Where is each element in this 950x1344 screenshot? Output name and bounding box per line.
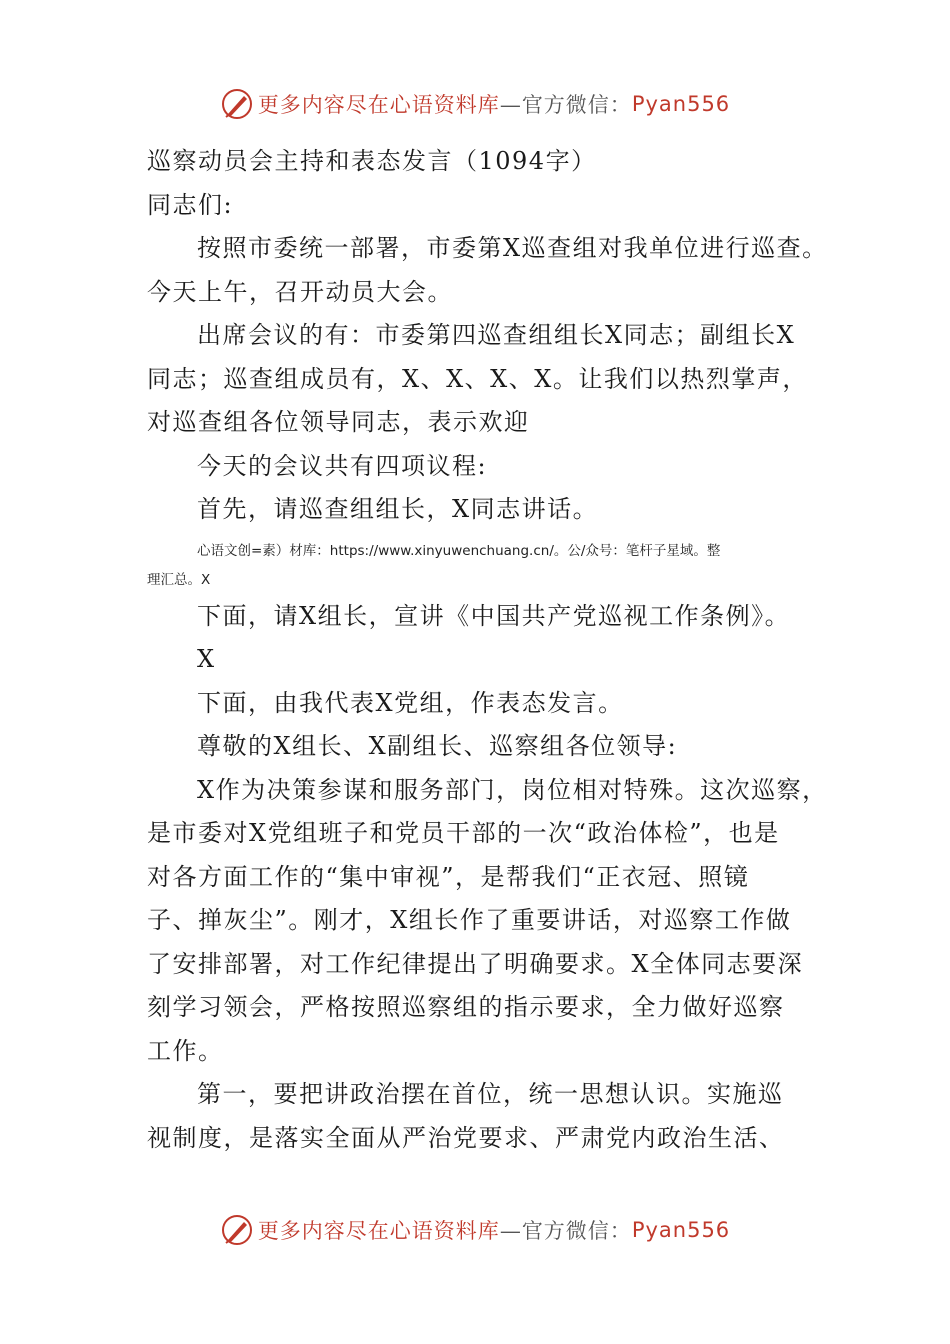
paragraph-line: 第一，要把讲政治摆在首位，统一思想认识。实施巡 [197,1080,784,1108]
paragraph-line: 了安排部署，对工作纪律提出了明确要求。X全体同志要深 [147,949,804,978]
paragraph-line: 今天的会议共有四项议程: [197,451,488,480]
paragraph-line: 同志；巡查组成员有，X、X、X、X。让我们以热烈掌声， [147,364,808,393]
footer-banner [0,1210,950,1250]
quill-logo-icon [220,87,254,121]
paragraph-line: 今天上午，召开动员大会。 [147,277,453,306]
banner-wechat-id: Pyan556 [631,92,731,116]
doc-title: 巡察动员会主持和表态发言（1094字） [147,147,597,175]
paragraph-line: 子、掸灰尘”。刚才，X组长作了重要讲话，对巡察工作做 [147,906,792,934]
banner-brand: 更多内容尽在心语资料库 [257,93,500,117]
banner-separator: —官方微信： [499,93,632,117]
paragraph-line: X作为决策参谋和服务部门，岗位相对特殊。这次巡察， [197,775,828,804]
paragraph-line: 刻学习领会，严格按照巡察组的指示要求，全力做好巡察 [147,993,785,1021]
paragraph-line: 首先，请巡查组组长，X同志讲话。 [197,495,599,523]
paragraph-line: 按照市委统一部署，市委第X巡查组对我单位进行巡查。 [197,234,828,262]
paragraph-line: 下面，请X组长，宣讲《中国共产党巡视工作条例》。 [197,601,791,630]
paragraph-line: 下面，由我代表X党组，作表态发言。 [197,688,624,717]
banner-separator: —官方微信： [499,1219,632,1243]
source-note: 心语文创=素）材库：https://www.xinyuwenchuang.cn/。公/众号：笔杆子星域。整 [197,542,721,559]
quill-logo-icon [220,1213,254,1247]
banner-brand: 更多内容尽在心语资料库 [257,1219,500,1243]
paragraph-line: 视制度，是落实全面从严治党要求、严肃党内政治生活、 [147,1123,785,1152]
banner-wechat-id: Pyan556 [631,1218,731,1242]
paragraph-line: 工作。 [147,1036,224,1065]
paragraph-line: 是市委对X党组班子和党员干部的一次“政治体检”，也是 [147,819,780,847]
document-body [147,140,828,1160]
doc-greeting: 同志们: [147,190,234,219]
paragraph-line: 尊敬的X组长、X副组长、巡察组各位领导: [197,732,678,760]
header-banner [0,84,950,124]
paragraph-line: 对巡查组各位领导同志，表示欢迎 [147,408,530,436]
paragraph-line: 出席会议的有：市委第四巡查组组长X同志；副组长X [197,321,796,349]
paragraph-line: X [197,645,216,673]
paragraph-line: 对各方面工作的“集中审视”，是帮我们“正衣冠、照镜 [147,862,750,891]
source-note-cont: 理汇总。X [147,571,211,588]
